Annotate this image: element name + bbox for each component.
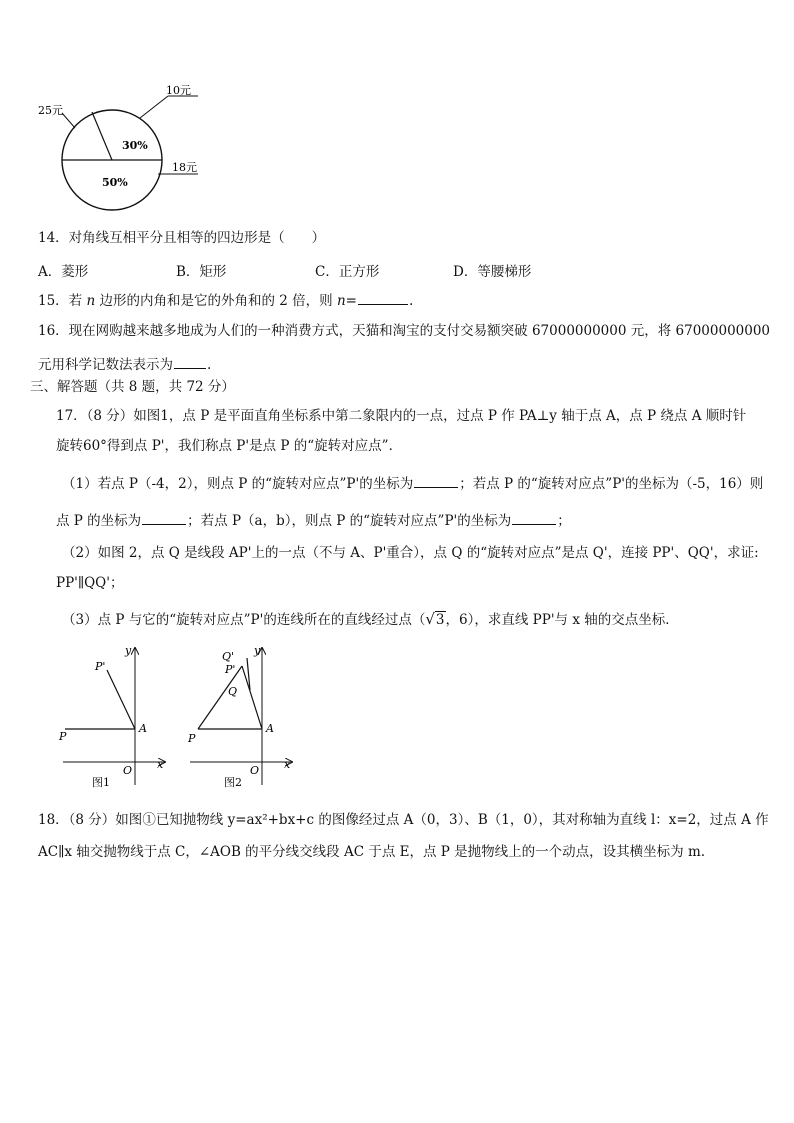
q18-line2: AC∥x 轴交抛物线于点 C，∠AOB 的平分线交线段 AC 于点 E，点 P 是抛物线上的一个动点，设其横坐标为 m. [38,844,706,860]
fig2-caption: 图2 [224,776,242,789]
pct-30: 30% [122,139,148,152]
q17-line2: 旋转60°得到点 P'，我们称点 P'是点 P 的“旋转对应点”． [56,438,403,454]
pie-chart [30,78,220,218]
figure-1 [55,640,175,790]
leader-25 [62,113,75,128]
fig1-segment-ap-prime [107,670,135,729]
q17-blank-1[interactable] [414,473,458,488]
fig2-label-q-prime: Q' [222,650,235,663]
fig2-segment-ap-prime [242,666,262,729]
q16-line1: 16．现在网购越来越多地成为人们的一种消费方式，天猫和淘宝的支付交易额突破 67000000000 元，将 67000000000 [38,323,771,339]
q15: 15．若 n 边形的内角和是它的外角和的 2 倍，则 n= . [38,290,413,310]
q14-option-b: B．矩形 [176,264,227,280]
fig2-label-a: A [266,722,274,735]
figure-2 [182,640,302,790]
label-18: 18元 [172,161,197,174]
q17-part1-line2: 点 P 的坐标为 ；若点 P（a，b），则点 P 的“旋转对应点”P'的坐标为 ； [56,510,571,530]
fig1-label-o: O [123,764,133,777]
q14-option-c: C．正方形 [315,264,380,280]
fig1-label-y: y [125,644,132,657]
q17-line1: 17．（8 分）如图1，点 P 是平面直角坐标系中第二象限内的一点，过点 P 作 PA⊥y 轴于点 A，点 P 绕点 A 顺时针 [56,408,747,424]
pct-50: 50% [102,176,128,189]
q17-part1-line1: （1）若点 P（-4，2），则点 P 的“旋转对应点”P'的坐标为 ；若点 P 的“旋转对应点”P'的坐标为（-5，16）则 [62,473,763,493]
fig1-label-a: A [139,722,147,735]
leader-10 [140,96,168,118]
q17-blank-3[interactable] [512,510,556,525]
q17-part2-line1: （2）如图 2，点 Q 是线段 AP'上的一点（不与 A、P'重合），点 Q 的“旋转对应点”是点 Q'，连接 PP'、QQ'，求证: [62,545,759,561]
fig2-label-p-prime: P' [225,663,236,676]
pie-divider-radius [92,112,112,160]
section-heading: 三、解答题（共 8 题，共 72 分） [30,379,235,395]
q15-blank[interactable] [358,290,408,305]
fig1-label-p-prime: P' [95,660,106,673]
fig1-label-x: x [157,758,164,771]
fig2-label-y: y [254,644,261,657]
q17-blank-2[interactable] [142,510,186,525]
sqrt-sign: √ [425,610,435,628]
fig2-label-o: O [250,764,260,777]
q16-line2: 元用科学记数法表示为 . [38,354,211,374]
q16-blank[interactable] [174,354,206,369]
q14-option-a: A．菱形 [38,264,89,280]
label-25: 25元 [38,104,63,117]
fig2-label-p: P [188,732,196,745]
label-10: 10元 [166,84,191,97]
q14-stem: 14．对角线互相平分且相等的四边形是（ ） [38,230,326,246]
fig1-caption: 图1 [92,776,110,789]
fig1-label-p: P [59,730,67,743]
fig2-label-x: x [284,758,291,771]
q18-line1: 18．（8 分）如图①已知抛物线 y=ax²+bx+c 的图像经过点 A（0，3）、B（1，0），其对称轴为直线 l：x=2，过点 A 作 [38,812,769,828]
q17-part3: （3）点 P 与它的“旋转对应点”P'的连线所在的直线经过点（√3，6），求直线 PP'与 x 轴的交点坐标． [62,610,679,628]
fig2-label-q: Q [228,685,238,698]
q17-part2-line2: PP'∥QQ'； [56,575,124,591]
q14-option-d: D．等腰梯形 [453,264,532,280]
